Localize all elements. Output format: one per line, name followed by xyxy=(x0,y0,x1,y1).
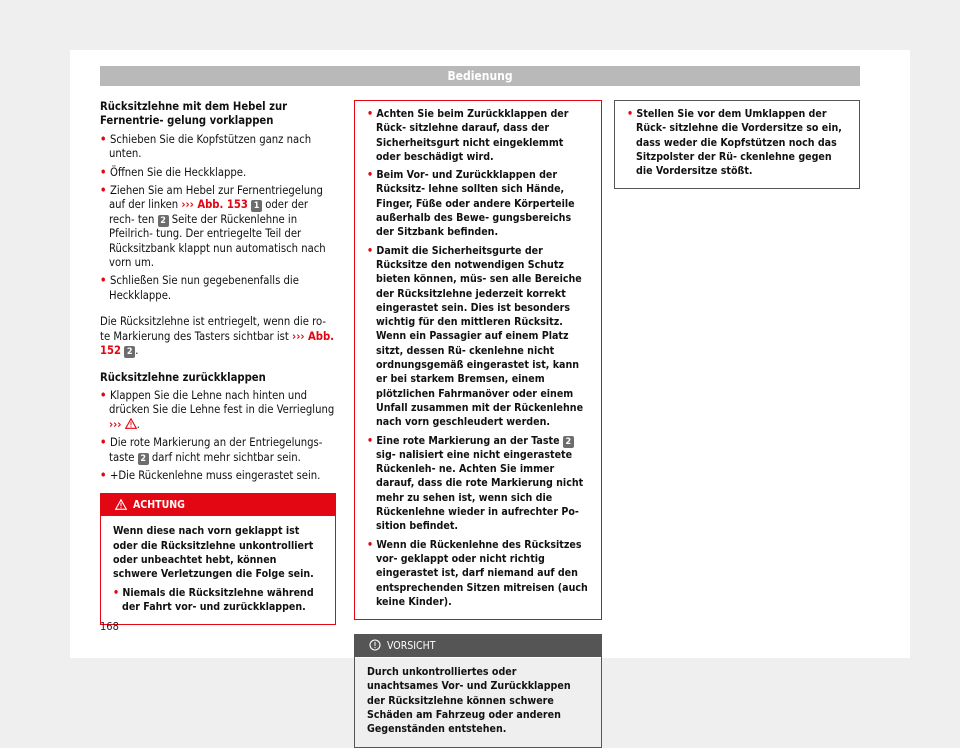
bullet-icon: • xyxy=(367,169,377,182)
bullet-icon: • xyxy=(100,274,110,288)
callout-number: 1 xyxy=(251,200,262,212)
bullet-icon: • xyxy=(367,538,377,551)
list-item: • Klappen Sie die Lehne nach hinten und drücken Sie die Lehne fest in die Verrieglung ››› . xyxy=(100,388,335,431)
callout-number: 2 xyxy=(124,346,135,358)
warning-body xyxy=(355,101,601,619)
caution-box xyxy=(354,634,602,747)
list-item: • Öffnen Sie die Heckklappe. xyxy=(100,165,247,179)
bullet-icon: • xyxy=(100,165,110,179)
bullet-icon: • xyxy=(627,108,637,120)
info-circle-icon xyxy=(369,639,381,651)
bullet-icon: • xyxy=(113,586,123,599)
column-right xyxy=(614,100,860,189)
warning-triangle-icon[interactable] xyxy=(125,418,137,429)
list-item: • Eine rote Markierung an der Taste 2 sig- nalisiert eine nicht eingerastete Rückenleh- ne. Achten Sie immer darauf, dass die rote Markierung nicht mehr zu sehen ist, wenn sich die Rückenlehne wieder in aufrechter Po- sition befindet. xyxy=(367,434,584,533)
bullet-icon: • xyxy=(100,436,110,450)
list-item: • Die rote Markierung an der Entriegelungs- taste 2 darf nicht mehr sichtbar sein. xyxy=(100,436,323,464)
callout-number: 2 xyxy=(563,436,574,448)
list-item: • Beim Vor- und Zurückklappen der Rücksitz- lehne sollten sich Hände, Finger, Füße oder andere Körperteile außerhalb des Bewe- gungsbereichs der Sitzbank befinden. xyxy=(367,169,575,239)
caution-header xyxy=(355,635,601,657)
list-item: • Niemals die Rücksitzlehne während der Fahrt vor- und zurückklappen. xyxy=(113,586,314,613)
bullet-icon: • xyxy=(367,244,377,257)
warning-triangle-icon xyxy=(115,499,127,510)
list-item: • Wenn die Rückenlehne des Rücksitzes vor- geklappt oder nicht richtig eingerastet ist, darf niemand auf den entsprechenden Sitzen mitreisen (auch keine Kinder). xyxy=(367,538,588,608)
column-left xyxy=(100,100,336,625)
caution-body xyxy=(615,101,859,188)
warning-title: ACHTUNG xyxy=(133,499,185,512)
column-middle xyxy=(354,100,602,748)
warning-box-continued xyxy=(354,100,602,620)
bullet-icon: • xyxy=(367,108,377,120)
list-item: • Achten Sie beim Zurückklappen der Rück- sitzlehne darauf, dass der Sicherheitsgurt nicht eingeklemmt oder beschädigt wird. xyxy=(367,108,569,163)
warning-header xyxy=(101,494,335,516)
page-number: 168 xyxy=(100,620,119,633)
paragraph-entriegelt: Die Rücksitzlehne ist entriegelt, wenn die ro- te Markierung des Tasters sichtbar ist ››› Abb. 152 2 . xyxy=(100,315,335,358)
list-item: • Schließen Sie nun gegebenenfalls die Heckklappe. xyxy=(100,274,299,302)
list-item: • +Die Rückenlehne muss eingerastet sein. xyxy=(100,468,321,482)
warning-box xyxy=(100,493,336,625)
warning-link[interactable]: ››› xyxy=(109,417,122,431)
caution-box-continued xyxy=(614,100,860,189)
bullet-icon: • xyxy=(100,468,110,482)
caution-title: VORSICHT xyxy=(387,640,436,653)
bullet-icon: • xyxy=(100,388,110,402)
callout-number: 2 xyxy=(138,453,149,465)
list-item: • Stellen Sie vor dem Umklappen der Rück- sitzlehne die Vordersitze so ein, dass weder die Kopfstützen noch das Sitzpolster der Rü- ckenlehne gegen die Vordersitze stößt. xyxy=(627,108,842,178)
bullet-icon: • xyxy=(100,184,110,198)
warning-body: Wenn diese nach vorn geklappt ist oder die Rücksitzlehne unkontrolliert oder unbeachtet hebt, können schwere Verletzungen die Folge sein. • Niemals die Rücksitzlehne während der Fahrt vor- und zurückklappen. xyxy=(101,516,335,624)
callout-number: 2 xyxy=(158,215,169,227)
list-item: • Ziehen Sie am Hebel zur Fernentriegelung auf der linken ››› Abb. 153 1 oder der rech- ten 2 Seite der Rückenlehne in Pfeilrich- tung. Der entriegelte Teil der Rücksitzbank klappt nun automatisch nach vorn um. xyxy=(100,184,326,270)
list-item: • Damit die Sicherheitsgurte der Rücksitze den notwendigen Schutz bieten können, müs- sen alle Bereiche der Rücksitzlehne jederzeit korrekt eingerastet sein. Dies ist besonders wichtig für den mittleren Rücksitz. Wenn ein Passagier auf einem Platz sitzt, dessen Rü- ckenlehne nicht ordnungsgemäß eingerastet ist, kann er bei starkem Bremsen, einem plötzlichen Fahrmanöver oder einem Unfall zusammen mit der Rückenlehne nach vorn geschleudert werden. xyxy=(367,244,584,429)
list-item: • Schieben Sie die Kopfstützen ganz nach unten. xyxy=(100,132,312,161)
figure-link[interactable]: ››› Abb. 152 xyxy=(100,329,335,358)
heading-zurueckklappen: Rücksitzlehne zurückklappen xyxy=(100,370,266,384)
caution-body: Durch unkontrolliertes oder unachtsames Vor- und Zurückklappen der Rücksitzlehne können schwere Schäden am Fahrzeug oder anderen Gegenständen entstehen. xyxy=(367,666,571,736)
heading-vorklappen: Rücksitzlehne mit dem Hebel zur Fernentrie- gelung vorklappen xyxy=(100,100,288,128)
figure-link[interactable]: ››› Abb. 153 xyxy=(181,198,248,212)
section-header: Bedienung xyxy=(100,66,860,86)
bullet-icon: • xyxy=(367,434,377,447)
bullet-icon: • xyxy=(100,132,110,146)
